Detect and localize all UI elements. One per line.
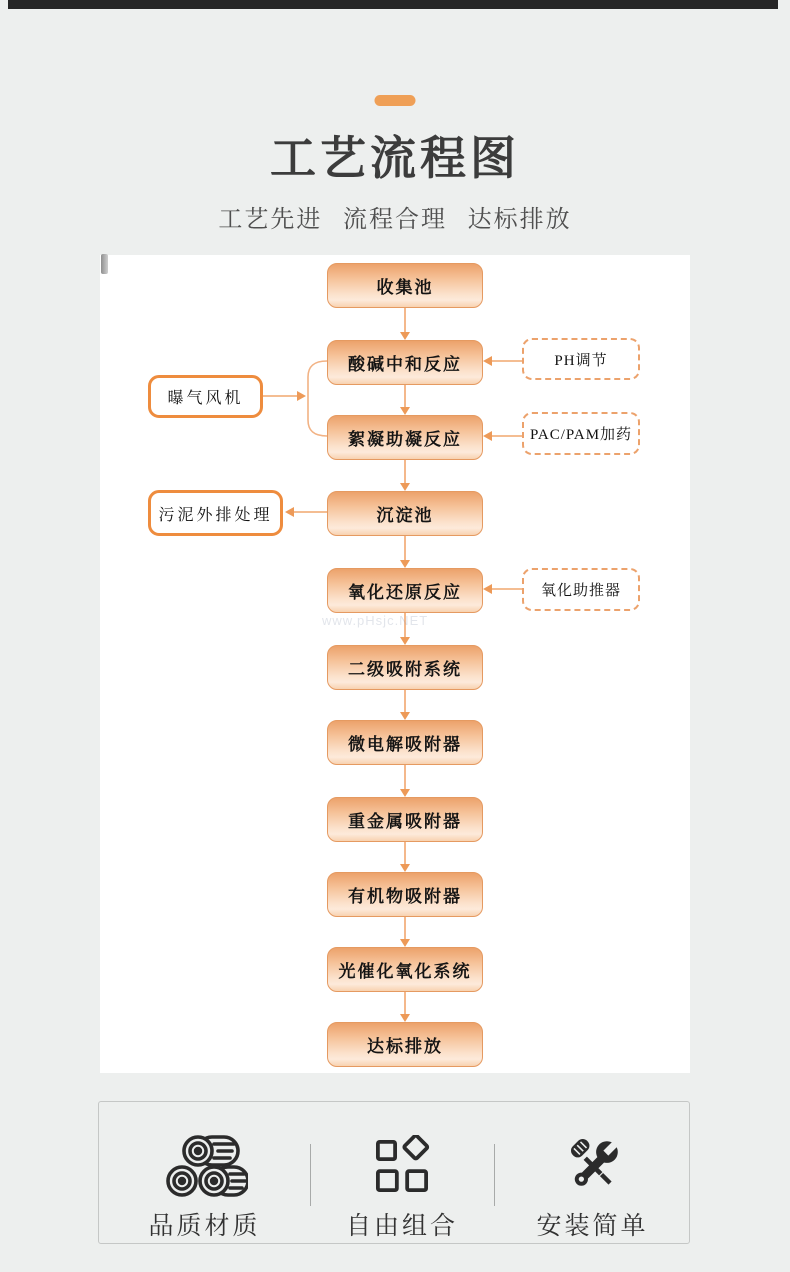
flowchart-panel — [100, 255, 690, 1073]
flow-step-secondary-adsorption-system: 二级吸附系统 — [327, 645, 483, 690]
top-bar — [8, 0, 778, 9]
feature-free-combination — [310, 1102, 494, 1243]
flow-side-pac-pam-dosing: PAC/PAM加药 — [522, 412, 640, 455]
logs-icon — [162, 1135, 248, 1197]
feature-easy-install — [494, 1102, 691, 1243]
feature-label: 自由组合 — [345, 1212, 458, 1240]
flow-step-flocculation-coagulation: 絮凝助凝反应 — [327, 415, 483, 460]
flow-step-sedimentation-pool: 沉淀池 — [327, 491, 483, 536]
flow-step-micro-electrolysis-adsorber: 微电解吸附器 — [327, 720, 483, 765]
grid-icon — [371, 1135, 433, 1197]
feature-label: 安装简单 — [536, 1212, 649, 1240]
feature-divider — [494, 1144, 495, 1206]
page-subtitle: 工艺先进 流程合理 达标排放 — [218, 206, 572, 233]
flow-step-redox-reaction: 氧化还原反应 — [327, 568, 483, 613]
feature-quality-material — [99, 1102, 310, 1243]
features-bar — [98, 1101, 690, 1244]
tools-icon — [562, 1135, 624, 1197]
feature-divider — [310, 1144, 311, 1206]
flow-step-heavy-metal-adsorber: 重金属吸附器 — [327, 797, 483, 842]
title-divider — [375, 95, 416, 106]
page-title: 工艺流程图 — [270, 132, 520, 184]
flow-step-photocatalytic-oxidation: 光催化氧化系统 — [327, 947, 483, 992]
flow-step-collection-pool: 收集池 — [327, 263, 483, 308]
flow-step-organic-adsorber: 有机物吸附器 — [327, 872, 483, 917]
flow-step-acid-base-neutralization: 酸碱中和反应 — [327, 340, 483, 385]
flow-side-oxidation-booster: 氧化助推器 — [522, 568, 640, 611]
flow-step-standard-discharge: 达标排放 — [327, 1022, 483, 1067]
watermark: www.pHsjc.NET — [322, 613, 429, 628]
flow-side-sludge-discharge: 污泥外排处理 — [148, 490, 283, 536]
flow-side-ph-adjustment: PH调节 — [522, 338, 640, 380]
blower-bracket-connector — [308, 361, 327, 436]
feature-label: 品质材质 — [148, 1212, 261, 1240]
flow-side-aeration-blower: 曝气风机 — [148, 375, 263, 418]
